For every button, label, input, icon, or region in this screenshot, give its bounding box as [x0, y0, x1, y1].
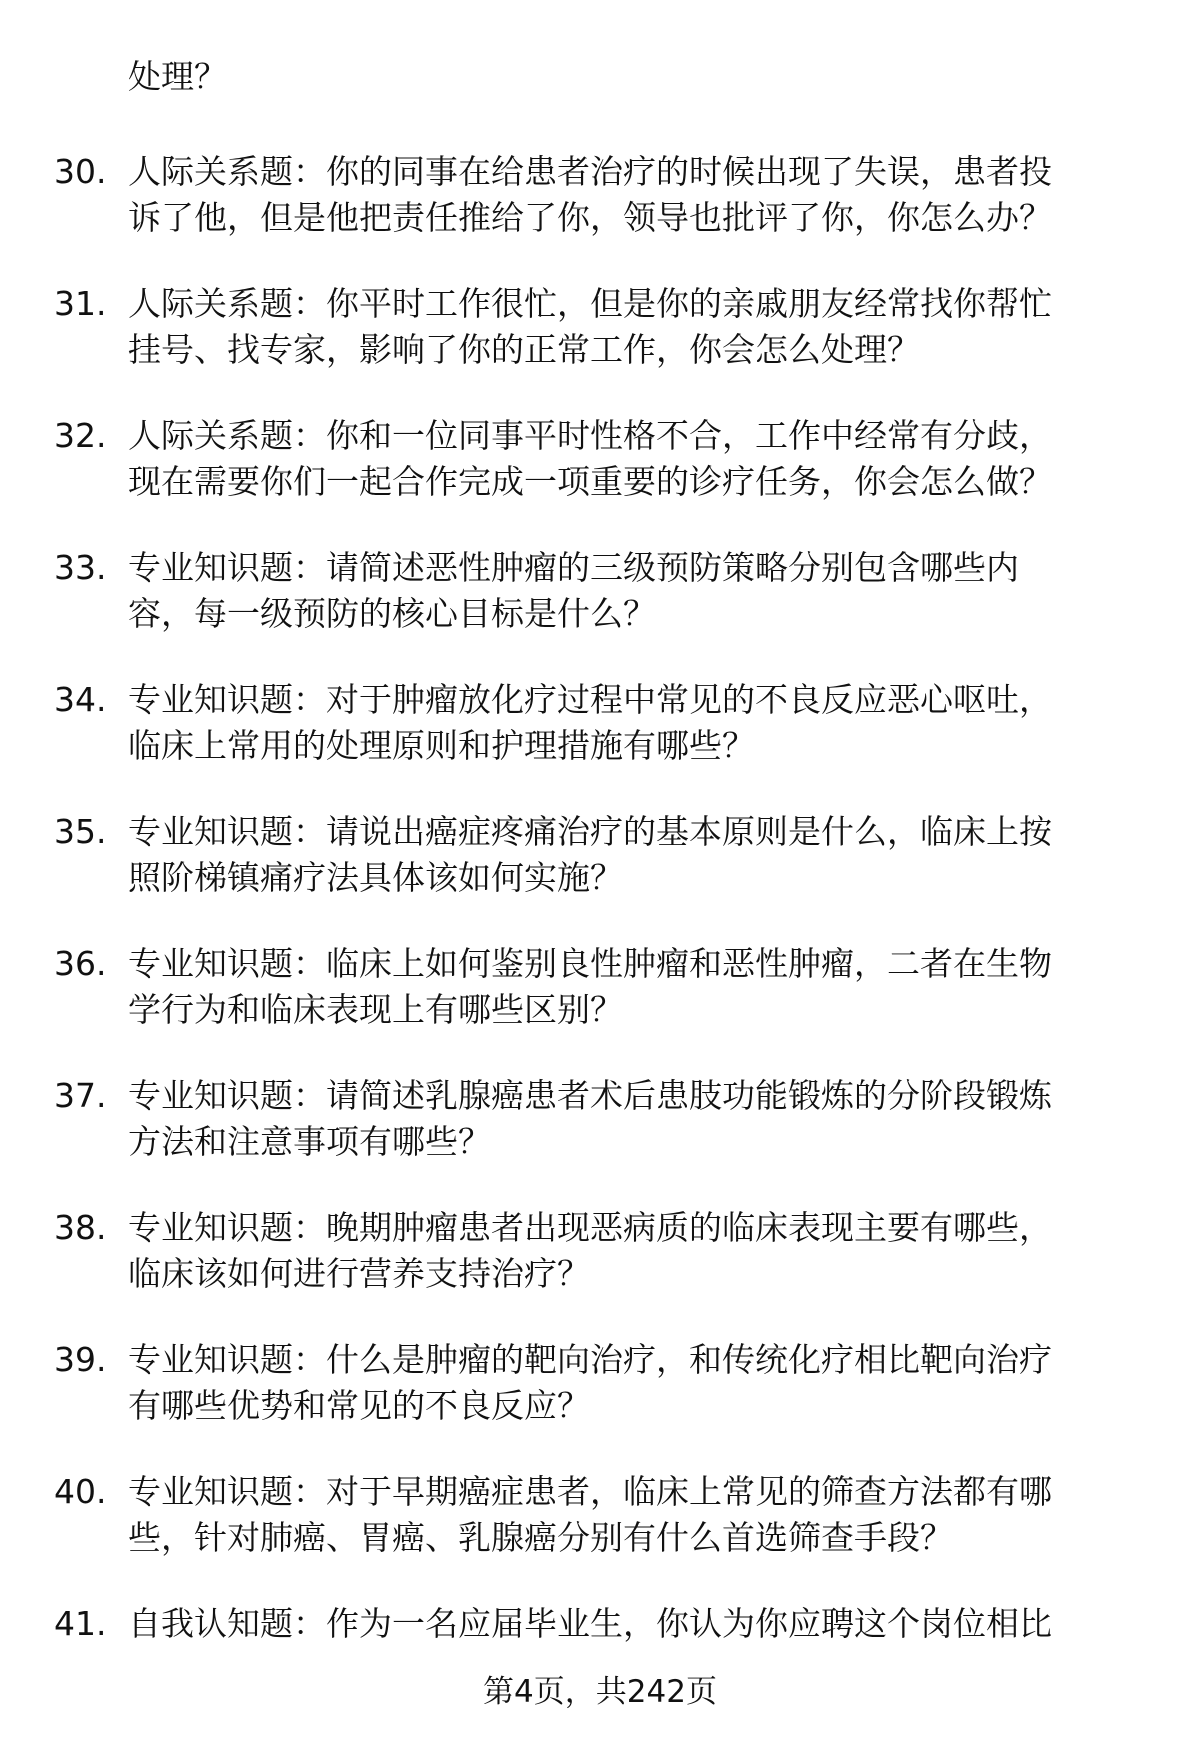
question-item	[0, 809, 1200, 941]
continued-question-text: 处理？	[128, 57, 227, 96]
question-number: 39.	[54, 1340, 107, 1379]
question-number: 34.	[54, 680, 107, 719]
question-item	[0, 1469, 1200, 1601]
question-line: 专业知识题：对于早期癌症患者，临床上常见的筛查方法都有哪	[128, 1472, 1052, 1511]
question-line: 专业知识题：请简述乳腺癌患者术后患肢功能锻炼的分阶段锻炼	[128, 1076, 1052, 1115]
question-text	[128, 809, 1138, 901]
question-line: 些，针对肺癌、胃癌、乳腺癌分别有什么首选筛查手段？	[128, 1518, 953, 1557]
question-text	[128, 281, 1138, 373]
question-list	[0, 149, 1200, 1733]
question-text	[128, 1469, 1138, 1561]
question-line: 有哪些优势和常见的不良反应？	[128, 1386, 590, 1425]
question-item	[0, 149, 1200, 281]
question-line: 专业知识题：对于肿瘤放化疗过程中常见的不良反应恶心呕吐，	[128, 680, 1052, 719]
question-line: 专业知识题：晚期肿瘤患者出现恶病质的临床表现主要有哪些，	[128, 1208, 1052, 1247]
question-line: 临床上常用的处理原则和护理措施有哪些？	[128, 726, 755, 765]
question-text	[128, 1205, 1138, 1297]
question-line: 专业知识题：什么是肿瘤的靶向治疗，和传统化疗相比靶向治疗	[128, 1340, 1052, 1379]
question-item	[0, 941, 1200, 1073]
question-line: 专业知识题：请简述恶性肿瘤的三级预防策略分别包含哪些内	[128, 548, 1019, 587]
question-line: 学行为和临床表现上有哪些区别？	[128, 990, 623, 1029]
question-number: 32.	[54, 416, 107, 455]
question-line: 人际关系题：你和一位同事平时性格不合，工作中经常有分歧，	[128, 416, 1052, 455]
question-line: 人际关系题：你平时工作很忙，但是你的亲戚朋友经常找你帮忙	[128, 284, 1052, 323]
question-number: 35.	[54, 812, 107, 851]
question-line: 现在需要你们一起合作完成一项重要的诊疗任务，你会怎么做？	[128, 462, 1052, 501]
question-number: 30.	[54, 152, 107, 191]
question-line: 专业知识题：请说出癌症疼痛治疗的基本原则是什么，临床上按	[128, 812, 1052, 851]
question-line: 容，每一级预防的核心目标是什么？	[128, 594, 656, 633]
question-item	[0, 281, 1200, 413]
question-number: 31.	[54, 284, 107, 323]
question-text	[128, 545, 1138, 637]
question-text	[128, 149, 1138, 241]
question-item	[0, 545, 1200, 677]
question-item	[0, 1601, 1200, 1733]
question-line: 照阶梯镇痛疗法具体该如何实施？	[128, 858, 623, 897]
question-text	[128, 941, 1138, 1033]
question-item	[0, 1073, 1200, 1205]
question-item	[0, 413, 1200, 545]
page-footer: 第4页，共242页	[483, 1674, 717, 1710]
question-number: 38.	[54, 1208, 107, 1247]
question-line: 方法和注意事项有哪些？	[128, 1122, 491, 1161]
question-number: 36.	[54, 944, 107, 983]
question-number: 41.	[54, 1604, 107, 1643]
question-line: 专业知识题：临床上如何鉴别良性肿瘤和恶性肿瘤，二者在生物	[128, 944, 1052, 983]
question-line: 自我认知题：作为一名应届毕业生，你认为你应聘这个岗位相比	[128, 1604, 1052, 1643]
question-number: 37.	[54, 1076, 107, 1115]
question-line: 诉了他，但是他把责任推给了你，领导也批评了你，你怎么办？	[128, 198, 1052, 237]
question-text	[128, 1601, 1138, 1647]
question-number: 40.	[54, 1472, 107, 1511]
question-line: 临床该如何进行营养支持治疗？	[128, 1254, 590, 1293]
question-line: 挂号、找专家，影响了你的正常工作，你会怎么处理？	[128, 330, 920, 369]
question-item	[0, 1205, 1200, 1337]
question-number: 33.	[54, 548, 107, 587]
question-text	[128, 1073, 1138, 1165]
question-text	[128, 1337, 1138, 1429]
question-line: 人际关系题：你的同事在给患者治疗的时候出现了失误，患者投	[128, 152, 1052, 191]
question-item	[0, 677, 1200, 809]
question-item	[0, 1337, 1200, 1469]
question-text	[128, 413, 1138, 505]
question-text	[128, 677, 1138, 769]
